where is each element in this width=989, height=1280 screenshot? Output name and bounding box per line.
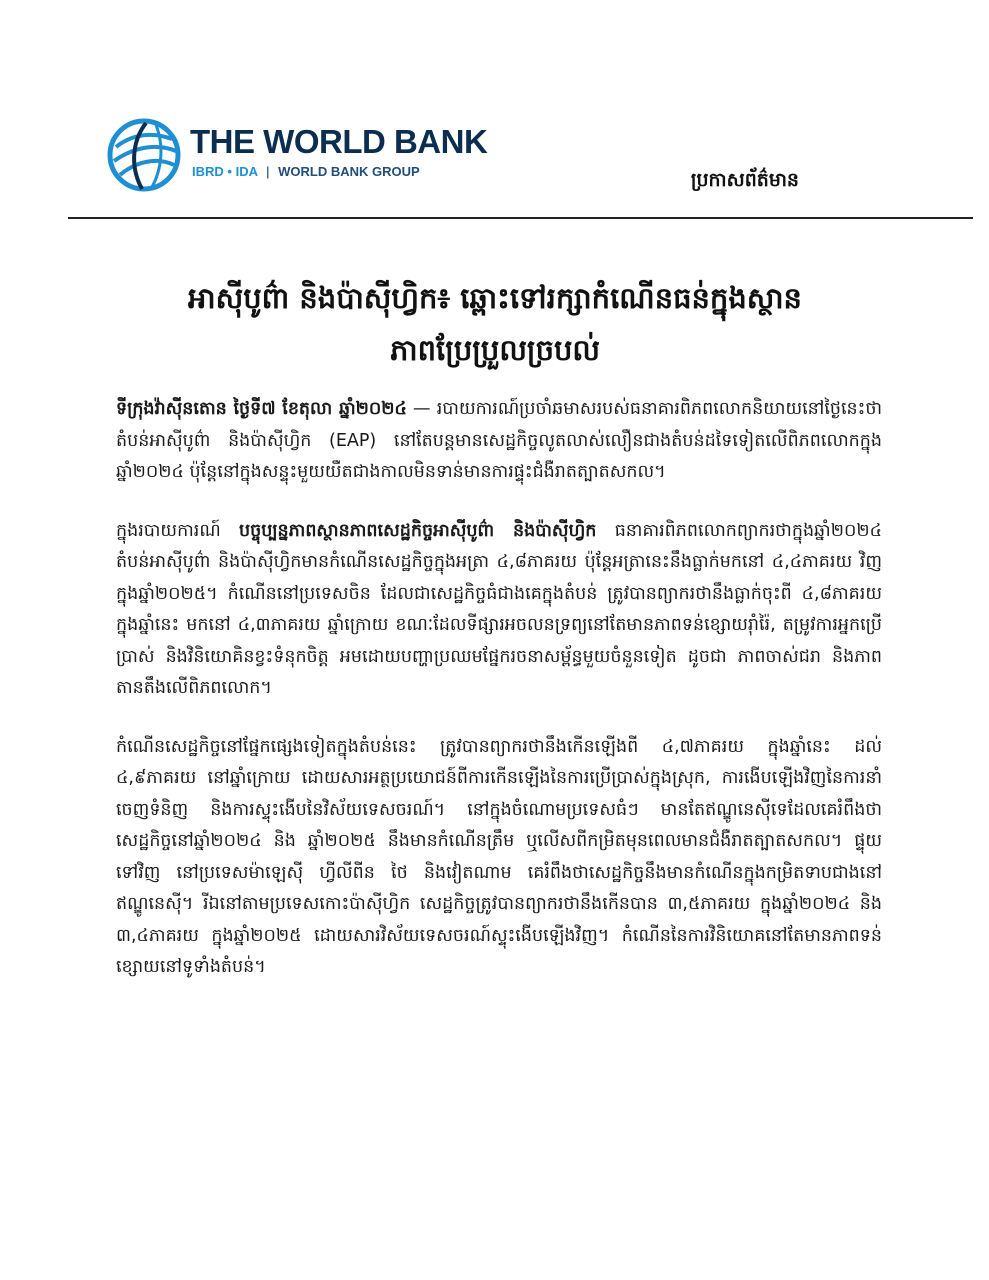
world-bank-globe-icon (106, 117, 182, 193)
logo-dot: • (227, 164, 232, 179)
page-header (0, 0, 989, 225)
headline (80, 272, 910, 376)
headline-line-1: អាស៊ីបូព៌ា និងប៉ាស៊ីហ្វិក៖ ឆ្ពោះទៅរក្សាកំណើនធន់ក្នុងស្ថាន (188, 281, 802, 315)
logo-separator: | (266, 164, 270, 179)
paragraph-1 (116, 394, 882, 489)
logo-group: WORLD BANK GROUP (278, 164, 420, 179)
logo-subtitle (192, 164, 420, 179)
logo-ida: IDA (235, 164, 258, 179)
world-bank-logo (106, 117, 486, 197)
logo-title: THE WORLD BANK (190, 123, 488, 160)
paragraph-3: កំណើនសេដ្ឋកិច្ចនៅផ្នែកផ្សេងទៀតក្នុងតំបន់នេះ ត្រូវបានព្យាករថានឹងកើនឡើងពី ៤,៧ភាគរយ ក្នុងឆ្នាំនេះ ដល់ ៤,៩ភាគរយ នៅឆ្នាំក្រោយ ដោយសារអត្ថប្រយោជន៍ពីការកើនឡើងនៃការប្រើប្រាស់ក្នុងស្រុក, ការងើបឡើងវិញនៃការនាំចេញទំនិញ និងការស្ទុះងើបនៃវិស័យទេសចរណ៍។ នៅក្នុងចំណោមប្រទេសធំៗ មានតែឥណ្ឌូនេស៊ីទេដែលគេរំពឹងថាសេដ្ឋកិច្ចនៅឆ្នាំ២០២៤ និង ឆ្នាំ២០២៥ នឹងមានកំណើនត្រឹម ឬលើសពីកម្រិតមុនពេលមានជំងឺរាតត្បាតសកល។ ផ្ទុយទៅវិញ នៅប្រទេសម៉ាឡេស៊ី ហ្វីលីពីន ថៃ និងវៀតណាម គេរំពឹងថាសេដ្ឋកិច្ចនឹងមានកំណើនក្នុងកម្រិតទាបជាងនៅឥណ្ឌូនេស៊ី។ រីឯនៅតាមប្រទេសកោះប៉ាស៊ីហ្វិក សេដ្ឋកិច្ចត្រូវបានព្យាករថានឹងកើនបាន ៣,៥ភាគរយ ក្នុងឆ្នាំ២០២៤ និង ៣,៤ភាគរយ ក្នុងឆ្នាំ២០២៥ ដោយសារវិស័យទេសចរណ៍ស្ទុះងើបឡើងវិញ។ កំណើននៃការវិនិយោគនៅតែមានភាពទន់ខ្សោយនៅទូទាំងតំបន់។ (116, 736, 882, 977)
header-divider (68, 217, 973, 219)
document-type-label: ប្រកាសព័ត៌មាន (690, 169, 799, 191)
paragraph-2 (116, 516, 882, 705)
paragraph-2-pre: ក្នុងរបាយការណ៍ (116, 520, 240, 541)
article-body (116, 394, 882, 1011)
dateline: ទីក្រុងវ៉ាស៊ីនតោន ថ្ងៃទី៧ ខែតុលា ឆ្នាំ២០២៤ (116, 399, 407, 419)
logo-ibrd: IBRD (192, 164, 224, 179)
paragraph-1-text: — របាយការណ៍ប្រចាំឆមាសរបស់ធនាគារពិភពលោកនិយាយនៅថ្ងៃនេះថា តំបន់អាស៊ីបូព៌ា និងប៉ាស៊ីហ្វិក (EAP) នៅតែបន្តមានសេដ្ឋកិច្ចលូតលាស់លឿនជាងតំបន់ដទៃទៀតលើពិភពលោកក្នុងឆ្នាំ២០២៤ ប៉ុន្តែនៅក្នុងសន្ទុះមួយយឺតជាងកាលមិនទាន់មានការផ្ទុះជំងឺរាតត្បាតសកល។ (116, 399, 882, 482)
report-title: បច្ចុប្បន្នភាពស្ថានភាពសេដ្ឋកិច្ចអាស៊ីបូព៌ា និងប៉ាស៊ីហ្វិក (239, 520, 597, 541)
headline-line-2: ភាពប្រែប្រួលច្របល់ (390, 333, 600, 367)
paragraph-2-post: ធនាគារពិភពលោកព្យាករថាក្នុងឆ្នាំ២០២៤ តំបន់អាស៊ីបូព៌ា និងប៉ាស៊ីហ្វិកមានកំណើនសេដ្ឋកិច្ចក្នុងអត្រា ៤,៨ភាគរយ ប៉ុន្តែអត្រានេះនឹងធ្លាក់មកនៅ ៤,៤ភាគរយ វិញ ក្នុងឆ្នាំ២០២៥។ កំណើននៅប្រទេសចិន ដែលជាសេដ្ឋកិច្ចធំជាងគេក្នុងតំបន់ ត្រូវបានព្យាករថានឹងធ្លាក់ចុះពី ៤,៨ភាគរយ ក្នុងឆ្នាំនេះ មកនៅ ៤,៣ភាគរយ ឆ្នាំក្រោយ ខណៈដែលទីផ្សារអចលនទ្រព្យនៅតែមានភាពទន់ខ្សោយរ៉ាំរ៉ៃ, តម្រូវការអ្នកប្រើប្រាស់ និងវិនិយោគិនខ្វះទំនុកចិត្ត អមដោយបញ្ហាប្រឈមផ្នែករចនាសម្ព័ន្ធមួយចំនួនទៀត ដូចជា ភាពចាស់ជរា និងភាពតានតឹងលើពិភពលោក។ (116, 520, 882, 698)
